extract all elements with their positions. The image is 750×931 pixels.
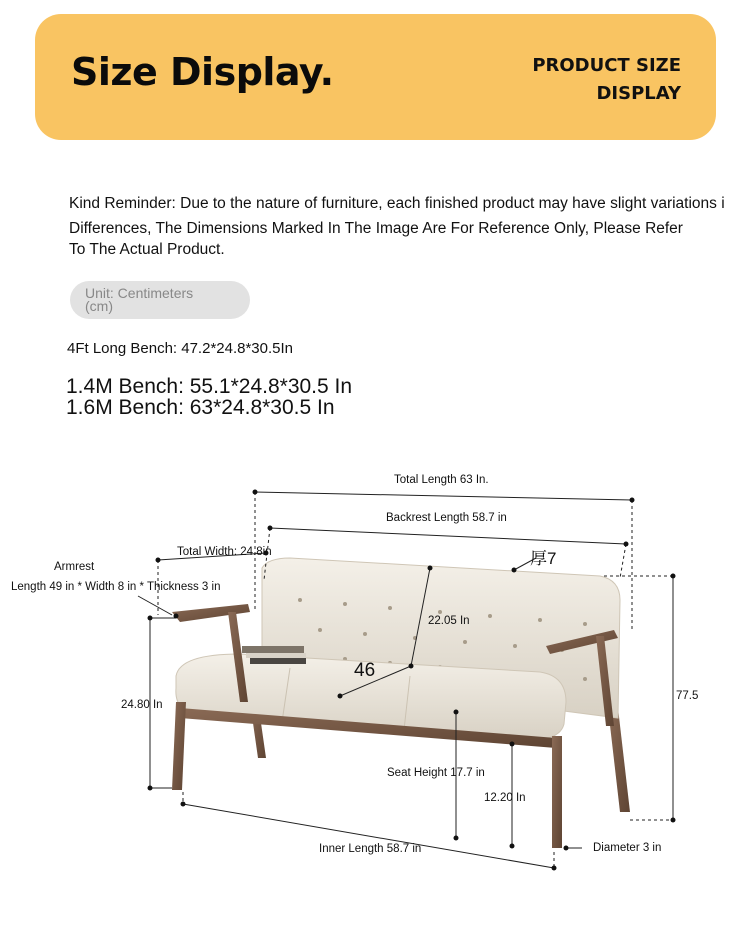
kind-reminder xyxy=(69,193,750,260)
label-thickness: 厚7 xyxy=(530,549,557,568)
label-under-clearance: 12.20 In xyxy=(484,792,526,804)
reminder-line-2: Differences, The Dimensions Marked In The Image Are For Reference Only, Please Refer xyxy=(69,220,683,237)
front-leg-left xyxy=(172,702,186,790)
banner-subtitle xyxy=(532,52,681,108)
dimension-diagram xyxy=(0,440,750,931)
label-backrest-length: Backrest Length 58.7 in xyxy=(386,512,507,524)
label-armrest-detail: Length 49 in * Width 8 in * Thickness 3 in xyxy=(11,581,221,593)
books xyxy=(242,646,306,664)
banner-subtitle-line1: PRODUCT SIZE xyxy=(532,55,681,76)
reminder-line-1: Kind Reminder: Due to the nature of furniture, each finished product may have slight variations i xyxy=(69,195,725,212)
spec-bench-1-6m: 1.6M Bench: 63*24.8*30.5 In xyxy=(66,396,335,419)
front-leg-right xyxy=(552,736,562,848)
banner-subtitle-line2: DISPLAY xyxy=(596,83,681,104)
label-side-height: 24.80 In xyxy=(121,699,163,711)
label-seat-height: Seat Height 17.7 in xyxy=(387,767,485,779)
unit-label: Unit: Centimeters (cm) xyxy=(85,285,194,314)
label-armrest-title: Armrest xyxy=(54,561,95,573)
label-leg-diameter: Diameter 3 in xyxy=(593,842,662,854)
label-total-length: Total Length 63 In. xyxy=(394,474,489,486)
label-overall-height: 77.5 xyxy=(676,690,699,702)
label-seat-depth: 46 xyxy=(354,660,376,681)
bench-illustration xyxy=(0,440,750,931)
armrest-left xyxy=(172,604,250,622)
spec-long-bench: 4Ft Long Bench: 47.2*24.8*30.5In xyxy=(67,340,294,357)
label-backrest-height: 22.05 In xyxy=(428,615,470,627)
spec-bench-1-4m: 1.4M Bench: 55.1*24.8*30.5 In xyxy=(66,375,353,398)
header-banner xyxy=(35,14,716,140)
unit-badge xyxy=(70,281,250,319)
label-inner-length: Inner Length 58.7 in xyxy=(319,843,422,855)
reminder-line-3: To The Actual Product. xyxy=(69,241,225,258)
banner-title: Size Display. xyxy=(71,50,334,94)
label-total-width: Total Width: 24.8in xyxy=(177,546,272,558)
spec-bench-list xyxy=(66,376,352,418)
